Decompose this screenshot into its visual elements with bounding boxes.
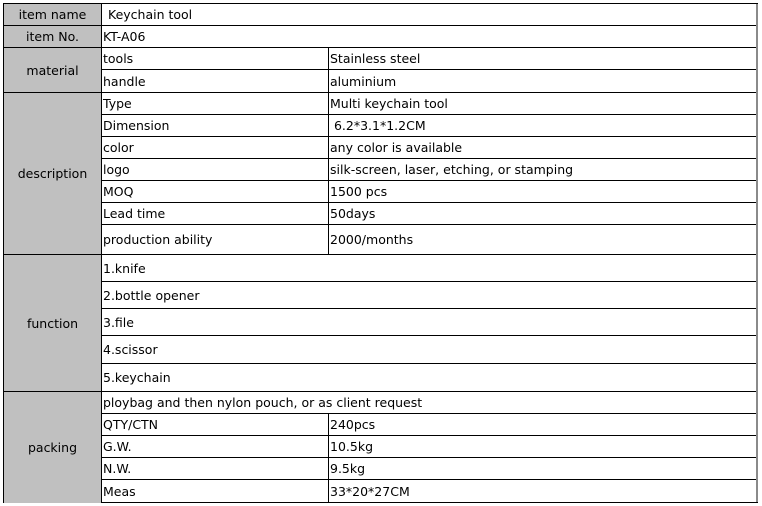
function-item: 3.file	[101, 308, 757, 335]
description-value: 50days	[328, 202, 757, 224]
packing-value: 9.5kg	[328, 457, 757, 479]
packing-key: N.W.	[101, 457, 328, 479]
description-value: 2000/months	[328, 224, 757, 254]
material-value: aluminium	[328, 69, 757, 92]
description-key: Dimension	[101, 114, 328, 136]
packing-value: 33*20*27CM	[328, 479, 757, 503]
packing-value: 10.5kg	[328, 435, 757, 457]
description-key: color	[101, 136, 328, 158]
packing-value: 240pcs	[328, 413, 757, 435]
material-key: handle	[101, 69, 328, 92]
description-value: silk-screen, laser, etching, or stamping	[328, 158, 757, 180]
function-item: 4.scissor	[101, 335, 757, 363]
description-key: logo	[101, 158, 328, 180]
packing-label: packing	[3, 391, 101, 503]
description-key: MOQ	[101, 180, 328, 202]
item-no-value: KT-A06	[101, 25, 757, 47]
item-no-label: item No.	[3, 25, 101, 47]
packing-note: ploybag and then nylon pouch, or as client request	[101, 391, 757, 413]
item-name-label: item name	[3, 3, 101, 25]
description-key: Lead time	[101, 202, 328, 224]
description-value: 1500 pcs	[328, 180, 757, 202]
description-value: 6.2*3.1*1.2CM	[328, 114, 757, 136]
function-label: function	[3, 254, 101, 391]
item-name-value: Keychain tool	[101, 3, 757, 25]
description-value: Multi keychain tool	[328, 92, 757, 114]
material-key: tools	[101, 47, 328, 69]
function-item: 2.bottle opener	[101, 281, 757, 308]
table-shadow	[756, 4, 758, 502]
function-item: 5.keychain	[101, 363, 757, 391]
description-key: Type	[101, 92, 328, 114]
function-item: 1.knife	[101, 254, 757, 281]
description-label: description	[3, 92, 101, 254]
material-label: material	[3, 47, 101, 92]
table-bottom-border	[101, 502, 758, 503]
spec-table	[3, 3, 758, 503]
description-value: any color is available	[328, 136, 757, 158]
packing-key: G.W.	[101, 435, 328, 457]
description-key: production ability	[101, 224, 328, 254]
material-value: Stainless steel	[328, 47, 757, 69]
packing-key: QTY/CTN	[101, 413, 328, 435]
packing-key: Meas	[101, 479, 328, 503]
